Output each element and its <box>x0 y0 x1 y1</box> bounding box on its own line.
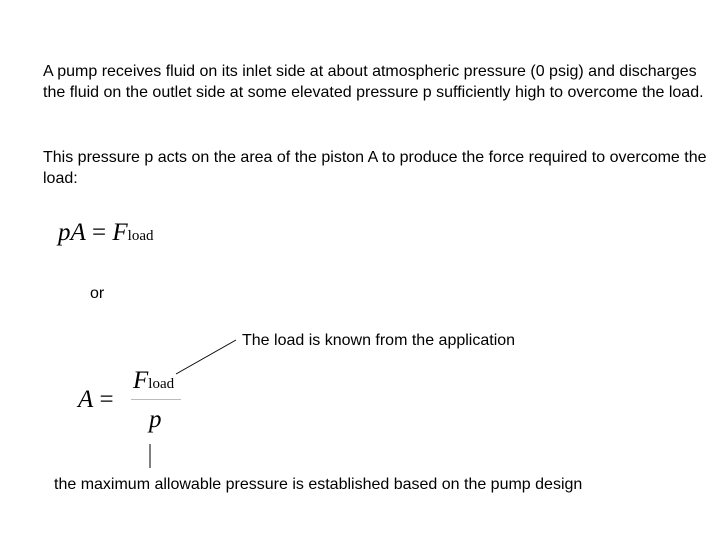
eq1-F: F <box>112 219 128 246</box>
eq2-subscript: load <box>148 376 175 392</box>
load-annotation: The load is known from the application <box>242 332 516 349</box>
area-fraction-denominator: p <box>149 406 162 433</box>
eq1-p: p <box>58 219 71 246</box>
eq1-subscript: load <box>127 228 154 244</box>
eq2-F: F <box>133 367 149 394</box>
pressure-paragraph: This pressure p acts on the area of the piston A to produce the force required to overcome the load: <box>43 149 707 187</box>
load-pointer-line <box>176 340 236 374</box>
eq2-equals: = <box>99 386 114 413</box>
eq2-A: A <box>78 386 94 413</box>
pressure-annotation: the maximum allowable pressure is established based on the pump design <box>54 476 583 493</box>
eq1-A: A <box>70 219 86 246</box>
eq1-equals: = <box>92 219 107 246</box>
intro-paragraph: A pump receives fluid on its inlet side at about atmospheric pressure (0 psig) and discharges the fluid on the outlet side at some elevated pressure p sufficiently high to overcome the load. <box>43 63 704 101</box>
or-connector: or <box>90 285 105 302</box>
